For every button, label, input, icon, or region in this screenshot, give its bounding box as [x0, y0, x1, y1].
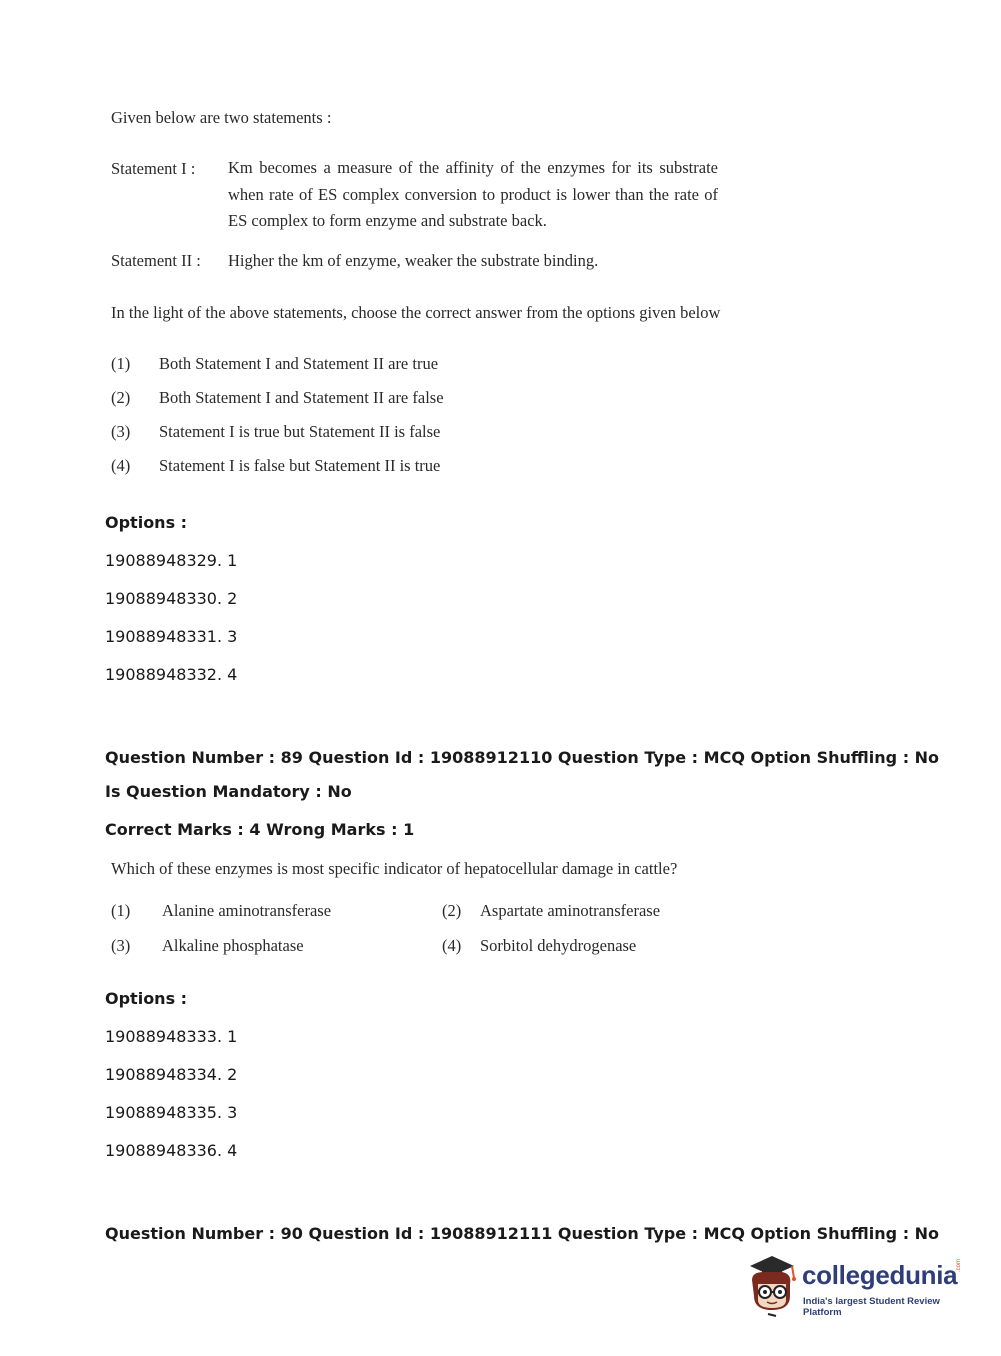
q89-meta-line1: Question Number : 89 Question Id : 19088912110 Question Type : MCQ Option Shuffling : No [105, 748, 940, 767]
statement1-label: Statement I : [111, 159, 196, 178]
logo-name: collegedunia [802, 1260, 958, 1290]
choice-number: (2) [111, 388, 131, 407]
choice-text: Alkaline phosphatase [162, 936, 304, 955]
q89-option-3: 19088948335. 3 [105, 1103, 238, 1122]
choice-text: Statement I is true but Statement II is false [159, 422, 441, 441]
choice-number: (4) [442, 936, 462, 955]
q88-intro: Given below are two statements : [111, 108, 332, 127]
q89-option-4: 19088948336. 4 [105, 1141, 238, 1160]
q88-option-2: 19088948330. 2 [105, 589, 238, 608]
choice-text: Both Statement I and Statement II are false [159, 388, 444, 407]
q88-options-heading: Options : [105, 513, 188, 532]
q88-option-1: 19088948329. 1 [105, 551, 238, 570]
q90-meta-line1: Question Number : 90 Question Id : 19088912111 Question Type : MCQ Option Shuffling : No [105, 1224, 940, 1243]
collegedunia-logo [742, 1250, 972, 1320]
choice-number: (3) [111, 422, 131, 441]
q89-option-1: 19088948333. 1 [105, 1027, 238, 1046]
choice-number: (1) [111, 354, 131, 373]
statement2-text: Higher the km of enzyme, weaker the substrate binding. [228, 251, 599, 270]
q89-options-heading: Options : [105, 989, 188, 1008]
student-mascot-icon [742, 1250, 800, 1323]
q88-instruction: In the light of the above statements, choose the correct answer from the options given below [111, 303, 721, 322]
q89-meta-line3: Correct Marks : 4 Wrong Marks : 1 [105, 820, 415, 839]
q89-question: Which of these enzymes is most specific indicator of hepatocellular damage in cattle? [111, 859, 678, 878]
statement2-label: Statement II : [111, 251, 201, 270]
choice-number: (2) [442, 901, 462, 920]
logo-suffix: .com [956, 1258, 962, 1272]
logo-tagline: India's largest Student Review Platform [803, 1296, 940, 1318]
choice-number: (4) [111, 456, 131, 475]
choice-text: Aspartate aminotransferase [480, 901, 661, 920]
choice-text: Both Statement I and Statement II are true [159, 354, 439, 373]
q89-meta-line2: Is Question Mandatory : No [105, 782, 352, 801]
q88-option-3: 19088948331. 3 [105, 627, 238, 646]
q88-option-4: 19088948332. 4 [105, 665, 238, 684]
choice-number: (3) [111, 936, 131, 955]
q89-option-2: 19088948334. 2 [105, 1065, 238, 1084]
choice-text: Statement I is false but Statement II is true [159, 456, 441, 475]
statement1-text: Km becomes a measure of the affinity of the enzymes for its substrate when rate of ES complex conversion to product is lower than the rate of ES complex to form enzyme and substrate back. [228, 158, 718, 230]
choice-number: (1) [111, 901, 131, 920]
choice-text: Alanine aminotransferase [162, 901, 332, 920]
choice-text: Sorbitol dehydrogenase [480, 936, 637, 955]
